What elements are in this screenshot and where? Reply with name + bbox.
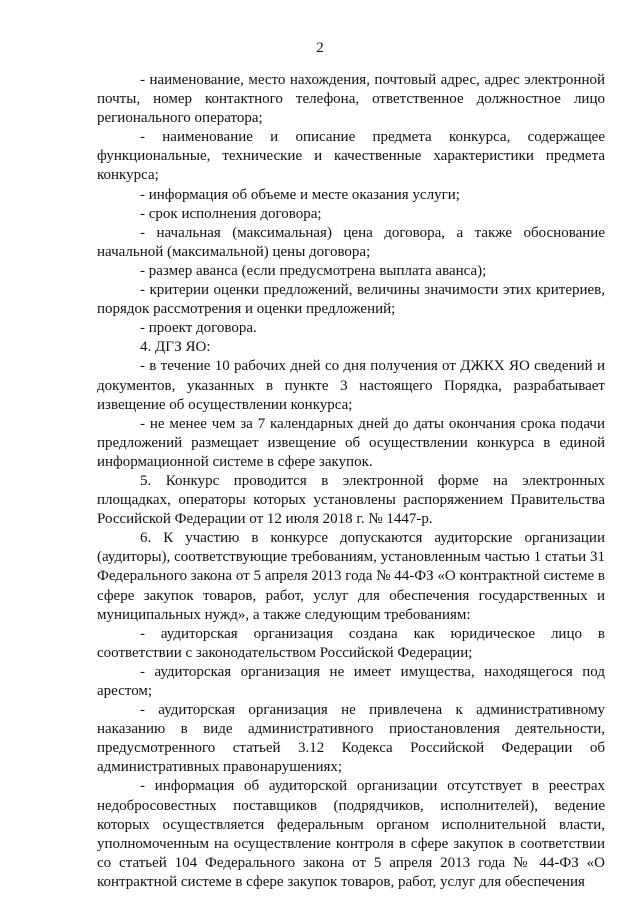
paragraph: - информация об аудиторской организации отсутствует в реестрах недобросовестных поставщиков (подрядчиков, исполнителей), ведение которых осуществляется федеральным органом исполнительной власти, уполномоченным на осуществление контроля в сфере закупок в соответствии со статьей 104 Федерального закона от 5 апреля 2013 года № 44-ФЗ «О контрактной системе в сфере закупок товаров, работ, услуг для обеспечения	[97, 778, 605, 890]
paragraph: - аудиторская организация создана как юридическое лицо в соответствии с законодательством Российской Федерации;	[97, 625, 605, 661]
paragraph: - проект договора.	[140, 320, 257, 337]
paragraph: 6. К участию в конкурсе допускаются аудиторские организации (аудиторы), соответствующие требованиям, установленным частью 1 статьи 31 Федерального закона от 5 апреля 2013 года № 44-ФЗ «О контрактной системе в сфере закупок товаров, работ, услуг для обеспечения государственных и муниципальных нужд», а также следующим требованиям:	[97, 530, 605, 623]
page-number: 2	[316, 40, 324, 56]
paragraph: - критерии оценки предложений, величины значимости этих критериев, порядок рассмотрения и оценки предложений;	[97, 282, 605, 318]
paragraph: 5. Конкурс проводится в электронной форме на электронных площадках, операторы которых установлены распоряжением Правительства Российской Федерации от 12 июля 2018 г. № 1447-р.	[97, 472, 605, 528]
paragraph: - наименование, место нахождения, почтовый адрес, адрес электронной почты, номер контактного телефона, ответственное должностное лицо регионального оператора;	[97, 72, 605, 127]
paragraph: - размер аванса (если предусмотрена выплата аванса);	[140, 262, 487, 279]
paragraph: - в течение 10 рабочих дней со дня получения от ДЖКХ ЯО сведений и документов, указанных в пункте 3 настоящего Порядка, разрабатывает извещение об осуществлении конкурса;	[97, 358, 605, 413]
paragraph: - аудиторская организация не имеет имущества, находящегося под арестом;	[97, 663, 605, 699]
paragraph: - срок исполнения договора;	[140, 205, 322, 222]
paragraph: - начальная (максимальная) цена договора, а также обоснование начальной (максимальной) цены договора;	[97, 224, 605, 260]
body-text	[97, 71, 605, 892]
paragraph: - аудиторская организация не привлечена к административному наказанию в виде административного приостановления деятельности, предусмотренного статьей 3.12 Кодекса Российской Федерации об административных правонарушениях;	[97, 702, 605, 776]
paragraph: - наименование и описание предмета конкурса, содержащее функциональные, технические и качественные характеристики предмета конкурса;	[97, 129, 605, 184]
paragraph: 4. ДГЗ ЯО:	[140, 339, 211, 356]
paragraph: - информация об объеме и месте оказания услуги;	[140, 186, 460, 203]
paragraph: - не менее чем за 7 календарных дней до даты окончания срока подачи предложений размещает извещение об осуществлении конкурса в единой информационной системе в сфере закупок.	[97, 415, 605, 470]
